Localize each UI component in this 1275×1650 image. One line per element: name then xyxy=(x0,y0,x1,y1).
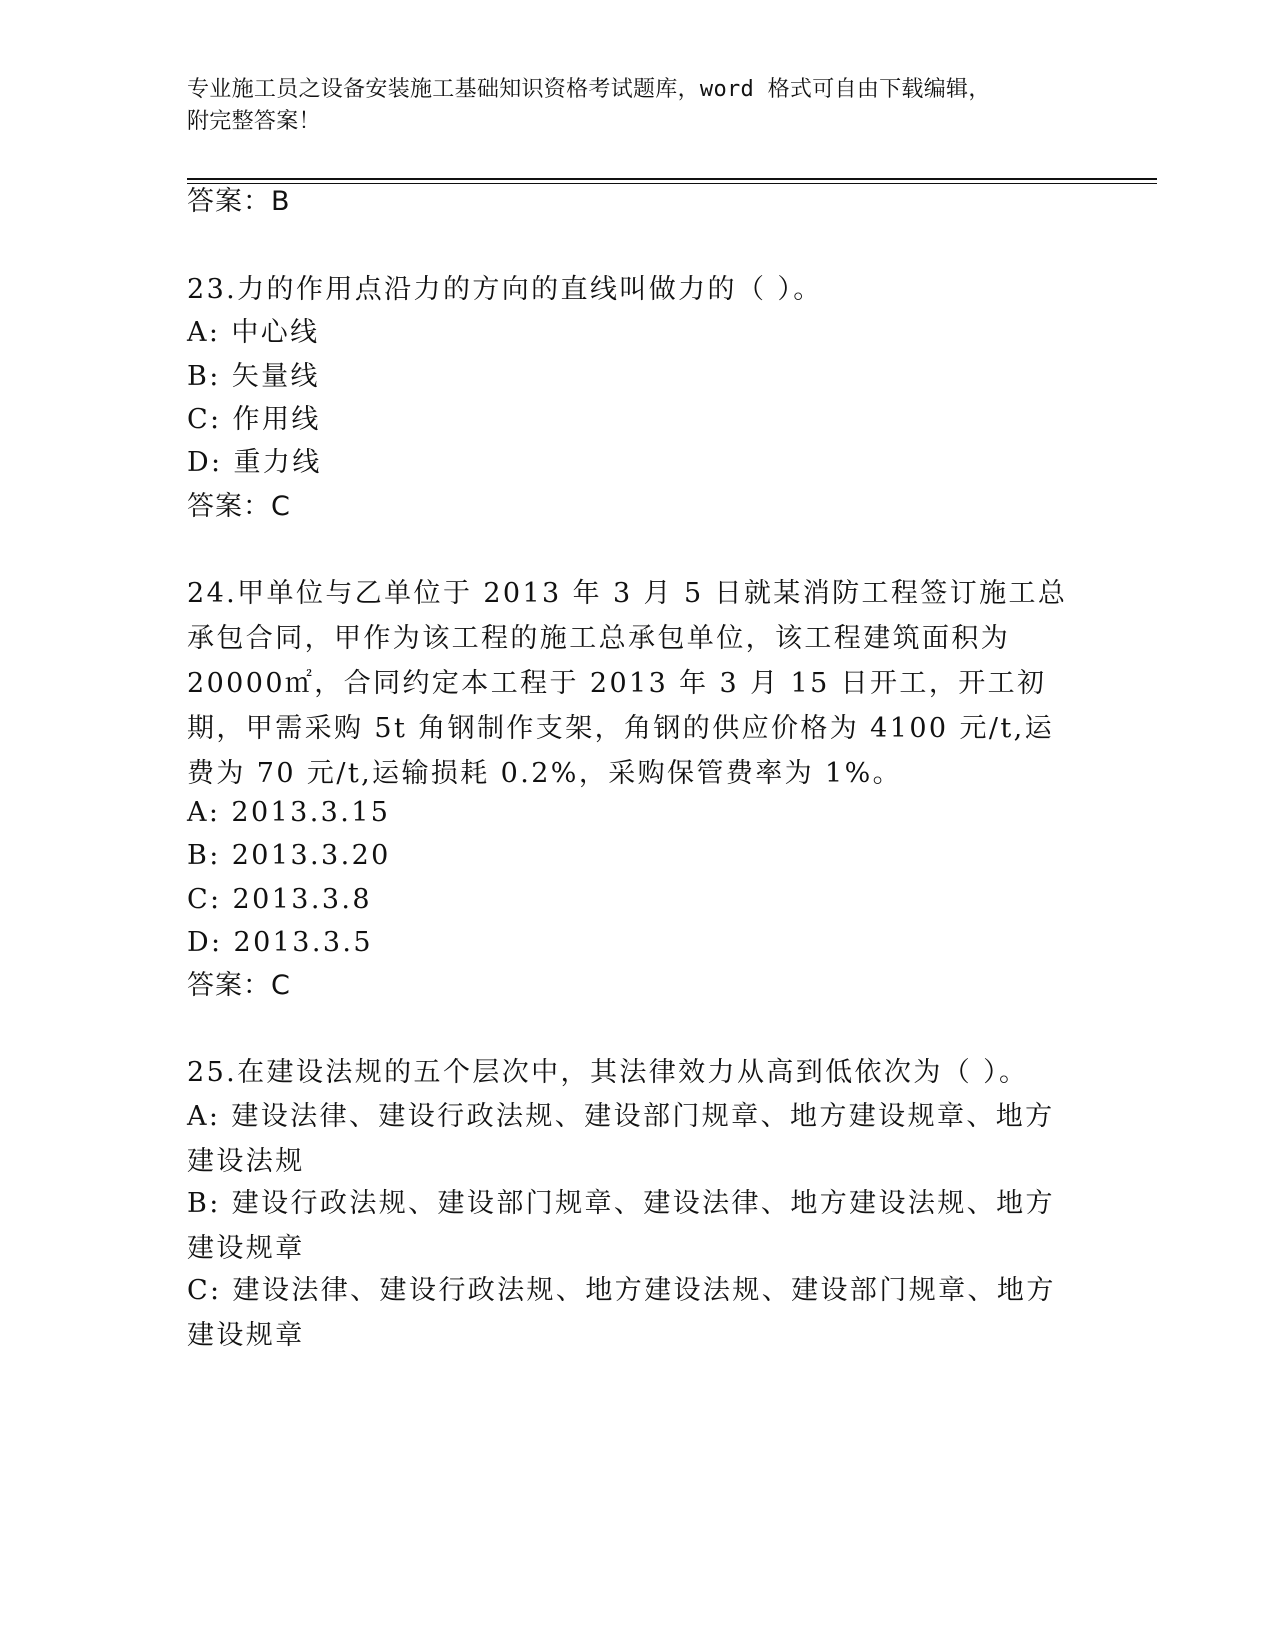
document-header xyxy=(187,74,1067,138)
question-24-option-b: B: 2013.3.20 xyxy=(187,840,391,871)
header-rule-thick xyxy=(187,178,1157,180)
question-23-option-c: C: 作用线 xyxy=(187,404,321,435)
question-23-option-d: D: 重力线 xyxy=(187,447,322,478)
header-line-2: 附完整答案！ xyxy=(187,109,321,134)
question-25-option-a: A: 建设法律、建设行政法规、建设部门规章、地方建设规章、地方建设法规 xyxy=(187,1101,1055,1177)
question-25-option-b: B: 建设行政法规、建设部门规章、建设法律、地方建设法规、地方建设规章 xyxy=(187,1188,1055,1264)
question-24-option-d: D: 2013.3.5 xyxy=(187,927,373,958)
question-23-stem: 23.力的作用点沿力的方向的直线叫做力的（ ）。 xyxy=(187,274,823,305)
question-25-option-c: C: 建设法律、建设行政法规、地方建设法规、建设部门规章、地方建设规章 xyxy=(187,1275,1056,1351)
header-rule-thin xyxy=(187,183,1157,184)
question-24-stem: 24.甲单位与乙单位于 2013 年 3 月 5 日就某消防工程签订施工总承包合同，甲作为该工程的施工总承包单位，该工程建筑面积为 20000㎡，合同约定本工程于 2013 年 3 月 15 日开工，开工初期，甲需采购 5t 角钢制作支架，角钢的供应价格为 4100 元/t,运费为 70 元/t,运输损耗 0.2%，采购保管费率为 1%。 xyxy=(187,578,1068,789)
answer-prev: 答案：B xyxy=(187,186,291,217)
question-24-option-c: C: 2013.3.8 xyxy=(187,884,372,915)
header-line-1: 专业施工员之设备安装施工基础知识资格考试题库，word 格式可自由下载编辑， xyxy=(187,77,991,102)
question-23-option-a: A: 中心线 xyxy=(187,317,320,348)
question-24-answer: 答案：C xyxy=(187,970,291,1001)
question-23-answer: 答案：C xyxy=(187,491,291,522)
question-25-stem: 25.在建设法规的五个层次中，其法律效力从高到低依次为（ ）。 xyxy=(187,1057,1029,1088)
question-24-option-a: A: 2013.3.15 xyxy=(187,797,391,828)
question-23-option-b: B: 矢量线 xyxy=(187,361,320,392)
